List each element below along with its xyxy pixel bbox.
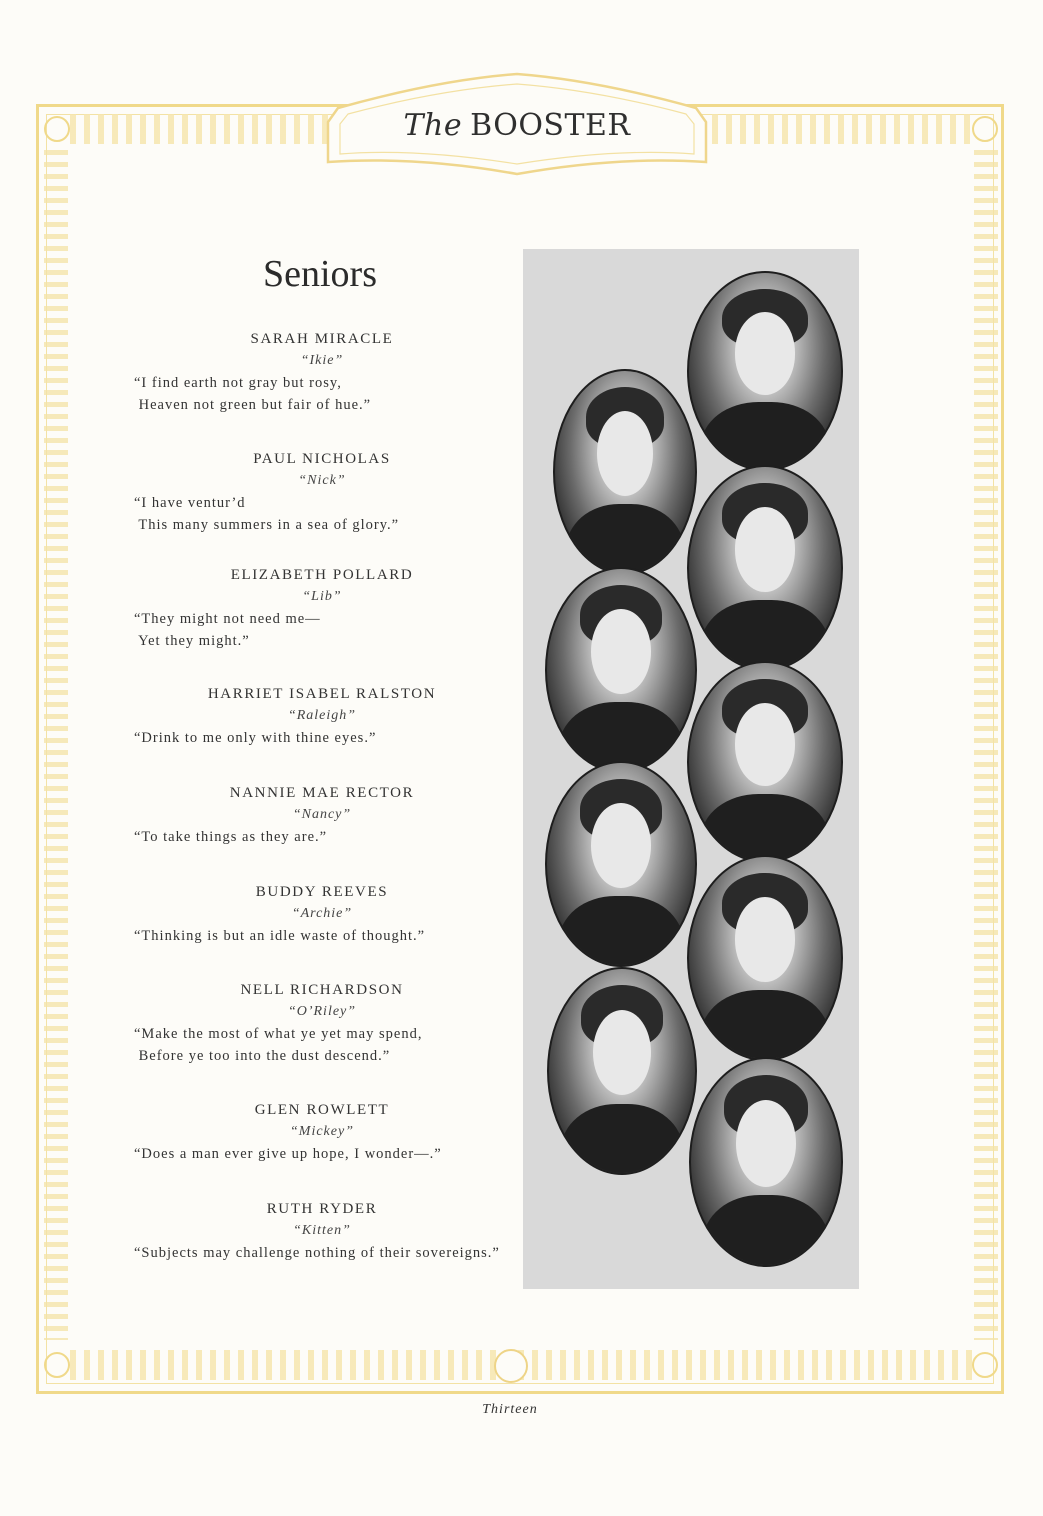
senior-entry <box>128 448 516 536</box>
senior-nickname: “Nancy” <box>292 807 352 822</box>
portrait-strip <box>523 249 859 1289</box>
portrait-photo <box>687 271 843 471</box>
senior-entry <box>128 782 516 848</box>
ornament-band-top-left <box>70 114 328 144</box>
senior-entry <box>128 328 516 416</box>
corner-rosette-icon <box>972 1352 998 1378</box>
senior-name: RUTH RYDER <box>266 1201 378 1217</box>
senior-nickname: “Lib” <box>302 589 342 604</box>
senior-quote: “Does a man ever give up hope, I wonder—.” <box>134 1146 442 1162</box>
senior-name: HARRIET ISABEL RALSTON <box>207 686 437 702</box>
corner-rosette-icon <box>44 116 70 142</box>
senior-name: NELL RICHARDSON <box>240 982 404 998</box>
senior-nickname: “O’Riley” <box>287 1004 357 1019</box>
portrait-photo <box>545 761 697 967</box>
portrait-photo <box>553 369 697 575</box>
title-main: BOOSTER <box>470 108 631 143</box>
publication-title <box>318 108 716 143</box>
portrait-photo <box>687 465 843 671</box>
bottom-medallion-icon <box>494 1349 528 1383</box>
senior-entry <box>128 979 516 1067</box>
senior-name: ELIZABETH POLLARD <box>230 567 414 583</box>
ornament-column-left <box>44 150 68 1340</box>
corner-rosette-icon <box>972 116 998 142</box>
senior-nickname: “Kitten” <box>293 1223 351 1238</box>
senior-name: PAUL NICHOLAS <box>253 451 391 467</box>
ornament-band-top-right <box>712 114 970 144</box>
senior-nickname: “Raleigh” <box>287 708 357 723</box>
corner-rosette-icon <box>44 1352 70 1378</box>
senior-name: GLEN ROWLETT <box>254 1102 390 1118</box>
portrait-photo <box>689 1057 843 1267</box>
senior-entry <box>128 683 516 749</box>
senior-name: BUDDY REEVES <box>255 884 389 900</box>
page-number: Thirteen <box>482 1402 538 1417</box>
senior-entry <box>128 1099 516 1165</box>
portrait-photo <box>547 967 697 1175</box>
senior-quote: “I find earth not gray but rosy, Heaven not green but fair of hue.” <box>134 375 372 413</box>
senior-quote: “Thinking is but an idle waste of thought.” <box>134 928 426 944</box>
title-italic: The <box>403 108 463 143</box>
senior-quote: “Drink to me only with thine eyes.” <box>134 730 377 746</box>
senior-nickname: “Mickey” <box>290 1124 354 1139</box>
portrait-photo <box>545 567 697 773</box>
senior-quote: “To take things as they are.” <box>134 829 328 845</box>
senior-entry <box>128 881 516 947</box>
senior-name: SARAH MIRACLE <box>250 331 394 347</box>
section-title: Seniors <box>263 253 377 295</box>
senior-quote: “Make the most of what ye yet may spend, Before ye too into the dust descend.” <box>134 1026 423 1064</box>
senior-nickname: “Archie” <box>291 906 353 921</box>
senior-nickname: “Nick” <box>298 473 346 488</box>
portrait-photo <box>687 661 843 863</box>
senior-entry <box>128 1198 516 1264</box>
senior-nickname: “Ikie” <box>300 353 344 368</box>
senior-entry <box>128 564 516 652</box>
portrait-photo <box>687 855 843 1061</box>
senior-name: NANNIE MAE RECTOR <box>229 785 415 801</box>
senior-quote: “Subjects may challenge nothing of their sovereigns.” <box>134 1245 500 1261</box>
senior-quote: “They might not need me— Yet they might.” <box>134 611 321 649</box>
ornament-column-right <box>974 150 998 1340</box>
senior-quote: “I have ventur’d This many summers in a sea of glory.” <box>134 495 400 533</box>
